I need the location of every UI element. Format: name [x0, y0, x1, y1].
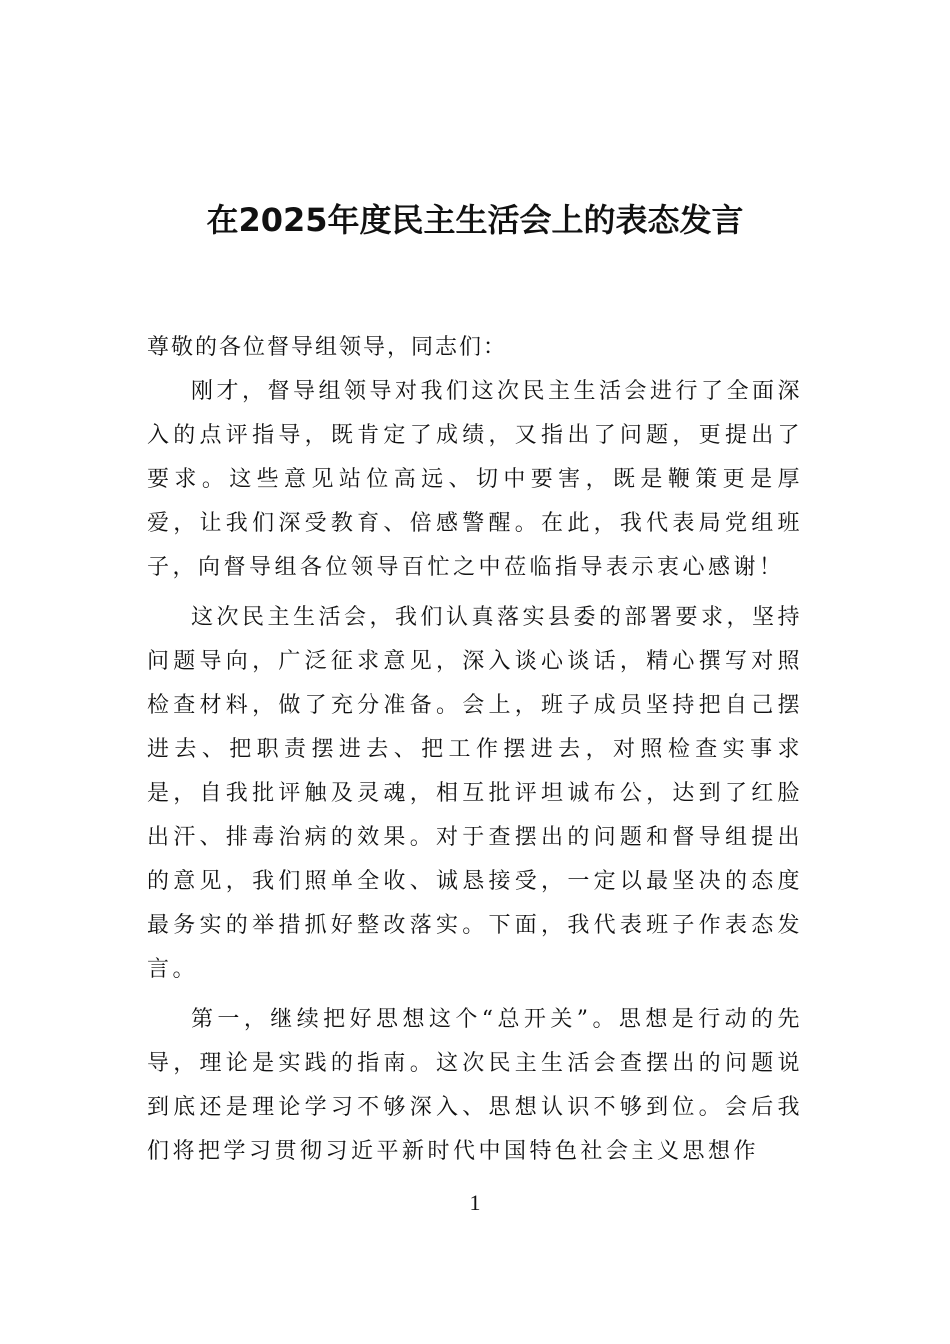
page-number: 1 — [469, 1190, 481, 1215]
paragraph-1: 刚才，督导组领导对我们这次民主生活会进行了全面深入的点评指导，既肯定了成绩，又指出了问题，更提出了要求。这些意见站位高远、切中要害，既是鞭策更是厚爱，让我们深受教育、倍感警醒。在此，我代表局党组班子，向督导组各位领导百忙之中莅临指导表示衷心感谢！ — [147, 379, 804, 580]
document-title: 在2025年度民主生活会上的表态发言 — [206, 201, 744, 239]
paragraph-2: 这次民主生活会，我们认真落实县委的部署要求，坚持问题导向，广泛征求意见，深入谈心谈话，精心撰写对照检查材料，做了充分准备。会上，班子成员坚持把自己摆进去、把职责摆进去、把工作摆进去，对照检查实事求是，自我批评触及灵魂，相互批评坦诚布公，达到了红脸出汗、排毒治病的效果。对于查摆出的问题和督导组提出的意见，我们照单全收、诚恳接受，一定以最坚决的态度最务实的举措抓好整改落实。下面，我代表班子作表态发言。 — [147, 605, 804, 982]
document-body — [147, 326, 803, 1180]
salutation: 尊敬的各位督导组领导，同志们： — [147, 335, 508, 360]
paragraph-3: 第一，继续把好思想这个“总开关”。思想是行动的先导，理论是实践的指南。这次民主生活会查摆出的问题说到底还是理论学习不够深入、思想认识不够到位。会后我们将把学习贯彻习近平新时代中国特色社会主义思想作 — [147, 1007, 803, 1164]
